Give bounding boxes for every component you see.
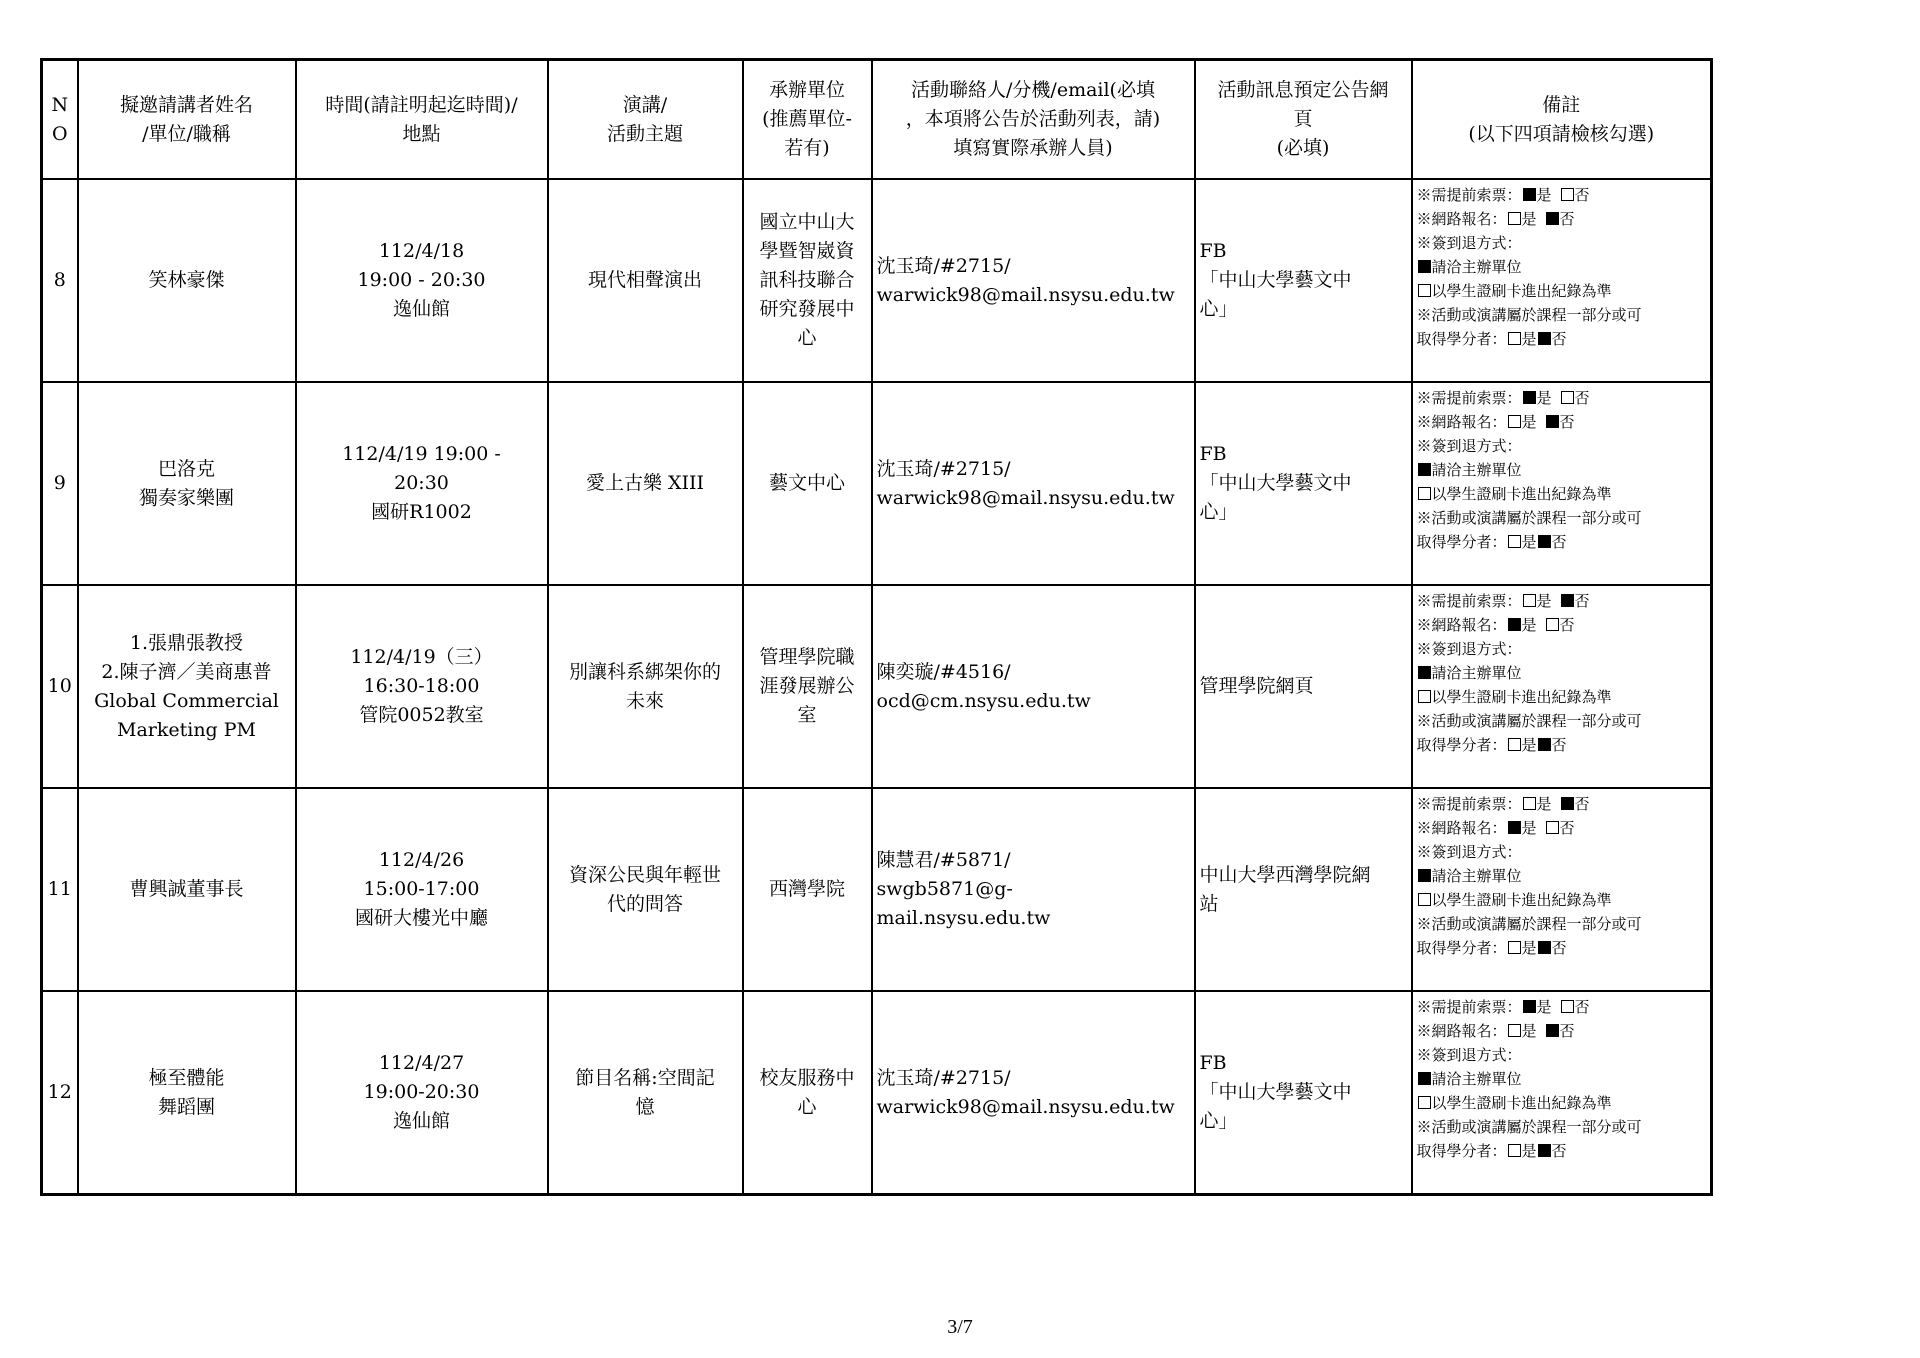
credit-label-1: ※活動或演講屬於課程一部分或可 bbox=[1416, 509, 1642, 527]
checkin-label: ※簽到退方式： bbox=[1416, 1046, 1522, 1064]
online-line bbox=[1417, 410, 1707, 434]
checkin-line bbox=[1417, 840, 1707, 864]
topic-cell: 資深公民與年輕世 代的問答 bbox=[548, 788, 743, 991]
checkbox-icon[interactable] bbox=[1508, 1024, 1521, 1037]
credit-label-2: 取得學分者： bbox=[1416, 939, 1507, 957]
checkbox-icon[interactable] bbox=[1538, 738, 1551, 751]
checkbox-icon[interactable] bbox=[1418, 666, 1431, 679]
checkbox-icon[interactable] bbox=[1523, 797, 1536, 810]
checkin-option-1 bbox=[1417, 661, 1707, 685]
checkbox-icon[interactable] bbox=[1523, 391, 1536, 404]
checkin-option-1-label: 請洽主辦單位 bbox=[1431, 867, 1522, 885]
yes-label: 是 bbox=[1521, 1022, 1537, 1040]
event-table bbox=[40, 58, 1713, 1196]
header-webpage: 活動訊息預定公告網 頁 (必填) bbox=[1195, 60, 1412, 180]
yes-label: 是 bbox=[1521, 1142, 1537, 1160]
credit-line-1 bbox=[1417, 1115, 1707, 1139]
credit-line-2 bbox=[1417, 327, 1707, 351]
contact-cell: 沈玉琦/#2715/ warwick98@mail.nsysu.edu.tw bbox=[872, 382, 1195, 585]
credit-label-2: 取得學分者： bbox=[1416, 330, 1507, 348]
header-contact: 活動聯絡人/分機/email(必填 ，本項將公告於活動列表，請) 填寫實際承辦人員) bbox=[872, 60, 1195, 180]
checkin-option-2 bbox=[1417, 1091, 1707, 1115]
yes-label: 是 bbox=[1536, 186, 1552, 204]
time-location-cell: 112/4/27 19:00-20:30 逸仙館 bbox=[296, 991, 548, 1195]
contact-cell: 沈玉琦/#2715/ warwick98@mail.nsysu.edu.tw bbox=[872, 179, 1195, 382]
yes-label: 是 bbox=[1521, 939, 1537, 957]
checkin-label: ※簽到退方式： bbox=[1416, 843, 1522, 861]
no-label: 否 bbox=[1574, 389, 1590, 407]
checkbox-icon[interactable] bbox=[1508, 738, 1521, 751]
organizer-cell: 藝文中心 bbox=[743, 382, 872, 585]
webpage-cell: FB 「中山大學藝文中 心」 bbox=[1195, 382, 1412, 585]
table-body bbox=[42, 179, 1712, 1195]
checkbox-icon[interactable] bbox=[1418, 284, 1431, 297]
checkbox-icon[interactable] bbox=[1418, 463, 1431, 476]
online-line bbox=[1417, 613, 1707, 637]
header-time-location: 時間(請註明起迄時間)/ 地點 bbox=[296, 60, 548, 180]
header-no: NO bbox=[42, 60, 78, 180]
checkin-option-2-label: 以學生證刷卡進出紀錄為準 bbox=[1431, 485, 1612, 503]
checkbox-icon[interactable] bbox=[1508, 1144, 1521, 1157]
topic-cell: 現代相聲演出 bbox=[548, 179, 743, 382]
checkin-option-1 bbox=[1417, 458, 1707, 482]
credit-label-2: 取得學分者： bbox=[1416, 736, 1507, 754]
checkbox-icon[interactable] bbox=[1546, 212, 1559, 225]
checkbox-icon[interactable] bbox=[1418, 869, 1431, 882]
yes-label: 是 bbox=[1536, 998, 1552, 1016]
yes-label: 是 bbox=[1521, 210, 1537, 228]
header-notes: 備註 (以下四項請檢核勾選) bbox=[1412, 60, 1712, 180]
ticket-label: ※需提前索票： bbox=[1416, 795, 1522, 813]
online-label: ※網路報名： bbox=[1416, 413, 1507, 431]
checkbox-icon[interactable] bbox=[1523, 188, 1536, 201]
checkbox-icon[interactable] bbox=[1418, 260, 1431, 273]
row-number: 11 bbox=[42, 788, 78, 991]
checkin-label: ※簽到退方式： bbox=[1416, 640, 1522, 658]
row-number: 10 bbox=[42, 585, 78, 788]
online-label: ※網路報名： bbox=[1416, 1022, 1507, 1040]
notes-cell bbox=[1412, 788, 1712, 991]
ticket-label: ※需提前索票： bbox=[1416, 998, 1522, 1016]
checkbox-icon[interactable] bbox=[1561, 188, 1574, 201]
checkbox-icon[interactable] bbox=[1546, 1024, 1559, 1037]
checkbox-icon[interactable] bbox=[1508, 618, 1521, 631]
checkin-option-2-label: 以學生證刷卡進出紀錄為準 bbox=[1431, 1094, 1612, 1112]
no-label: 否 bbox=[1574, 186, 1590, 204]
no-label: 否 bbox=[1551, 533, 1567, 551]
checkin-line bbox=[1417, 231, 1707, 255]
ticket-line bbox=[1417, 589, 1707, 613]
checkin-option-1-label: 請洽主辦單位 bbox=[1431, 1070, 1522, 1088]
credit-label-2: 取得學分者： bbox=[1416, 1142, 1507, 1160]
checkbox-icon[interactable] bbox=[1508, 941, 1521, 954]
ticket-line bbox=[1417, 386, 1707, 410]
checkin-line bbox=[1417, 434, 1707, 458]
topic-cell: 節目名稱:空間記 憶 bbox=[548, 991, 743, 1195]
organizer-cell: 西灣學院 bbox=[743, 788, 872, 991]
checkin-option-1-label: 請洽主辦單位 bbox=[1431, 664, 1522, 682]
checkin-option-2-label: 以學生證刷卡進出紀錄為準 bbox=[1431, 282, 1612, 300]
checkbox-icon[interactable] bbox=[1508, 332, 1521, 345]
checkin-option-1-label: 請洽主辦單位 bbox=[1431, 258, 1522, 276]
checkin-option-1-label: 請洽主辦單位 bbox=[1431, 461, 1522, 479]
no-label: 否 bbox=[1574, 795, 1590, 813]
online-line bbox=[1417, 1019, 1707, 1043]
checkbox-icon[interactable] bbox=[1418, 893, 1431, 906]
speaker-cell: 笑林豪傑 bbox=[78, 179, 296, 382]
row-number: 12 bbox=[42, 991, 78, 1195]
checkin-line bbox=[1417, 637, 1707, 661]
webpage-cell: 管理學院網頁 bbox=[1195, 585, 1412, 788]
credit-line-2 bbox=[1417, 936, 1707, 960]
checkin-option-1 bbox=[1417, 1067, 1707, 1091]
row-number: 8 bbox=[42, 179, 78, 382]
row-number: 9 bbox=[42, 382, 78, 585]
checkin-option-2 bbox=[1417, 482, 1707, 506]
notes-cell bbox=[1412, 991, 1712, 1195]
ticket-label: ※需提前索票： bbox=[1416, 592, 1522, 610]
yes-label: 是 bbox=[1536, 795, 1552, 813]
ticket-label: ※需提前索票： bbox=[1416, 389, 1522, 407]
speaker-cell: 巴洛克 獨奏家樂團 bbox=[78, 382, 296, 585]
yes-label: 是 bbox=[1536, 592, 1552, 610]
webpage-cell: 中山大學西灣學院網 站 bbox=[1195, 788, 1412, 991]
credit-line-2 bbox=[1417, 530, 1707, 554]
header-speaker: 擬邀請講者姓名 /單位/職稱 bbox=[78, 60, 296, 180]
no-label: 否 bbox=[1574, 592, 1590, 610]
checkin-option-2 bbox=[1417, 685, 1707, 709]
ticket-line bbox=[1417, 995, 1707, 1019]
checkbox-icon[interactable] bbox=[1418, 1072, 1431, 1085]
header-row bbox=[42, 60, 1712, 180]
checkbox-icon[interactable] bbox=[1418, 487, 1431, 500]
contact-cell: 陳奕璇/#4516/ ocd@cm.nsysu.edu.tw bbox=[872, 585, 1195, 788]
checkbox-icon[interactable] bbox=[1418, 1096, 1431, 1109]
webpage-cell: FB 「中山大學藝文中 心」 bbox=[1195, 991, 1412, 1195]
table-row bbox=[42, 179, 1712, 382]
checkbox-icon[interactable] bbox=[1538, 535, 1551, 548]
organizer-cell: 校友服務中 心 bbox=[743, 991, 872, 1195]
table-row bbox=[42, 788, 1712, 991]
no-label: 否 bbox=[1551, 1142, 1567, 1160]
yes-label: 是 bbox=[1521, 413, 1537, 431]
no-label: 否 bbox=[1551, 939, 1567, 957]
checkbox-icon[interactable] bbox=[1508, 415, 1521, 428]
time-location-cell: 112/4/26 15:00-17:00 國研大樓光中廳 bbox=[296, 788, 548, 991]
checkbox-icon[interactable] bbox=[1508, 212, 1521, 225]
table-row bbox=[42, 991, 1712, 1195]
speaker-cell: 曹興誠董事長 bbox=[78, 788, 296, 991]
checkin-option-1 bbox=[1417, 255, 1707, 279]
online-label: ※網路報名： bbox=[1416, 616, 1507, 634]
yes-label: 是 bbox=[1521, 330, 1537, 348]
checkin-label: ※簽到退方式： bbox=[1416, 437, 1522, 455]
checkin-line bbox=[1417, 1043, 1707, 1067]
checkbox-icon[interactable] bbox=[1523, 594, 1536, 607]
contact-cell: 沈玉琦/#2715/ warwick98@mail.nsysu.edu.tw bbox=[872, 991, 1195, 1195]
checkbox-icon[interactable] bbox=[1508, 821, 1521, 834]
credit-line-1 bbox=[1417, 303, 1707, 327]
yes-label: 是 bbox=[1521, 616, 1537, 634]
no-label: 否 bbox=[1559, 413, 1575, 431]
yes-label: 是 bbox=[1521, 533, 1537, 551]
credit-line-1 bbox=[1417, 709, 1707, 733]
ticket-line bbox=[1417, 183, 1707, 207]
no-label: 否 bbox=[1559, 1022, 1575, 1040]
checkbox-icon[interactable] bbox=[1561, 797, 1574, 810]
checkin-option-2 bbox=[1417, 888, 1707, 912]
checkbox-icon[interactable] bbox=[1561, 391, 1574, 404]
organizer-cell: 管理學院職 涯發展辦公 室 bbox=[743, 585, 872, 788]
topic-cell: 愛上古樂 XIII bbox=[548, 382, 743, 585]
speaker-cell: 極至體能 舞蹈團 bbox=[78, 991, 296, 1195]
credit-line-1 bbox=[1417, 912, 1707, 936]
checkin-option-2 bbox=[1417, 279, 1707, 303]
yes-label: 是 bbox=[1536, 389, 1552, 407]
table-row bbox=[42, 585, 1712, 788]
credit-line-1 bbox=[1417, 506, 1707, 530]
online-label: ※網路報名： bbox=[1416, 210, 1507, 228]
credit-label-1: ※活動或演講屬於課程一部分或可 bbox=[1416, 712, 1642, 730]
credit-label-1: ※活動或演講屬於課程一部分或可 bbox=[1416, 1118, 1642, 1136]
table-row bbox=[42, 382, 1712, 585]
credit-label-1: ※活動或演講屬於課程一部分或可 bbox=[1416, 306, 1642, 324]
notes-cell bbox=[1412, 382, 1712, 585]
yes-label: 是 bbox=[1521, 819, 1537, 837]
header-topic: 演講/ 活動主題 bbox=[548, 60, 743, 180]
credit-line-2 bbox=[1417, 733, 1707, 757]
no-label: 否 bbox=[1551, 330, 1567, 348]
organizer-cell: 國立中山大 學暨智崴資 訊科技聯合 研究發展中 心 bbox=[743, 179, 872, 382]
checkbox-icon[interactable] bbox=[1523, 1000, 1536, 1013]
credit-label-1: ※活動或演講屬於課程一部分或可 bbox=[1416, 915, 1642, 933]
no-label: 否 bbox=[1551, 736, 1567, 754]
checkbox-icon[interactable] bbox=[1418, 690, 1431, 703]
no-label: 否 bbox=[1574, 998, 1590, 1016]
ticket-label: ※需提前索票： bbox=[1416, 186, 1522, 204]
checkbox-icon[interactable] bbox=[1546, 415, 1559, 428]
checkin-option-1 bbox=[1417, 864, 1707, 888]
checkbox-icon[interactable] bbox=[1538, 941, 1551, 954]
notes-cell bbox=[1412, 179, 1712, 382]
notes-cell bbox=[1412, 585, 1712, 788]
checkbox-icon[interactable] bbox=[1538, 332, 1551, 345]
header-organizer: 承辦單位 (推薦單位- 若有) bbox=[743, 60, 872, 180]
checkbox-icon[interactable] bbox=[1561, 594, 1574, 607]
credit-label-2: 取得學分者： bbox=[1416, 533, 1507, 551]
time-location-cell: 112/4/19（三） 16:30-18:00 管院0052教室 bbox=[296, 585, 548, 788]
contact-cell: 陳慧君/#5871/ swgb5871@g- mail.nsysu.edu.tw bbox=[872, 788, 1195, 991]
checkbox-icon[interactable] bbox=[1546, 821, 1559, 834]
topic-cell: 別讓科系綁架你的 未來 bbox=[548, 585, 743, 788]
ticket-line bbox=[1417, 792, 1707, 816]
no-label: 否 bbox=[1559, 210, 1575, 228]
speaker-cell: 1.張鼎張教授 2.陳子濟／美商惠普 Global Commercial Marketing PM bbox=[78, 585, 296, 788]
checkbox-icon[interactable] bbox=[1538, 1144, 1551, 1157]
credit-line-2 bbox=[1417, 1139, 1707, 1163]
no-label: 否 bbox=[1559, 616, 1575, 634]
time-location-cell: 112/4/18 19:00 - 20:30 逸仙館 bbox=[296, 179, 548, 382]
no-label: 否 bbox=[1559, 819, 1575, 837]
online-line bbox=[1417, 207, 1707, 231]
checkin-option-2-label: 以學生證刷卡進出紀錄為準 bbox=[1431, 891, 1612, 909]
checkin-option-2-label: 以學生證刷卡進出紀錄為準 bbox=[1431, 688, 1612, 706]
checkin-label: ※簽到退方式： bbox=[1416, 234, 1522, 252]
online-label: ※網路報名： bbox=[1416, 819, 1507, 837]
checkbox-icon[interactable] bbox=[1561, 1000, 1574, 1013]
time-location-cell: 112/4/19 19:00 - 20:30 國研R1002 bbox=[296, 382, 548, 585]
online-line bbox=[1417, 816, 1707, 840]
page-number: 3/7 bbox=[947, 1316, 973, 1338]
checkbox-icon[interactable] bbox=[1508, 535, 1521, 548]
checkbox-icon[interactable] bbox=[1546, 618, 1559, 631]
webpage-cell: FB 「中山大學藝文中 心」 bbox=[1195, 179, 1412, 382]
yes-label: 是 bbox=[1521, 736, 1537, 754]
